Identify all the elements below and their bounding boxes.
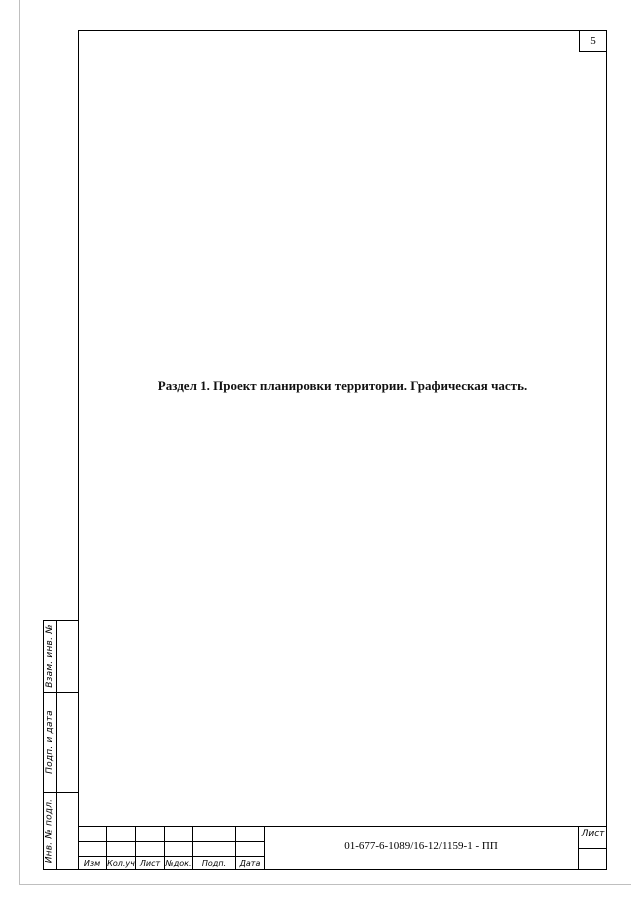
sheet-number: 5 xyxy=(579,30,607,52)
sheet-label: Лист xyxy=(581,829,605,839)
side-label-replacement-inventory: Взам. инв. № xyxy=(44,624,55,688)
header-change: Изм xyxy=(83,858,101,868)
document-code: 01-677-6-1089/16-12/1159-1 - ПП xyxy=(344,840,498,852)
header-document-number: №док. xyxy=(165,858,192,868)
header-sheet: Лист xyxy=(139,858,161,868)
title-block-top-line xyxy=(78,826,607,827)
sheet-cell-divider xyxy=(578,848,607,849)
drawing-frame xyxy=(78,30,607,870)
side-label-signature-date: Подп. и дата xyxy=(44,710,55,774)
header-date: Дата xyxy=(239,858,261,868)
scan-edge-bottom xyxy=(19,884,631,885)
side-label-original-inventory: Инв. № подл. xyxy=(44,798,55,864)
header-signature: Подп. xyxy=(201,858,227,868)
title-block-row-line xyxy=(78,841,264,842)
side-strip-column-divider xyxy=(56,620,57,870)
section-title: Раздел 1. Проект планировки территории. Графическая часть. xyxy=(157,378,528,393)
header-count: Кол.уч xyxy=(107,858,135,868)
scan-edge-left xyxy=(19,0,20,884)
